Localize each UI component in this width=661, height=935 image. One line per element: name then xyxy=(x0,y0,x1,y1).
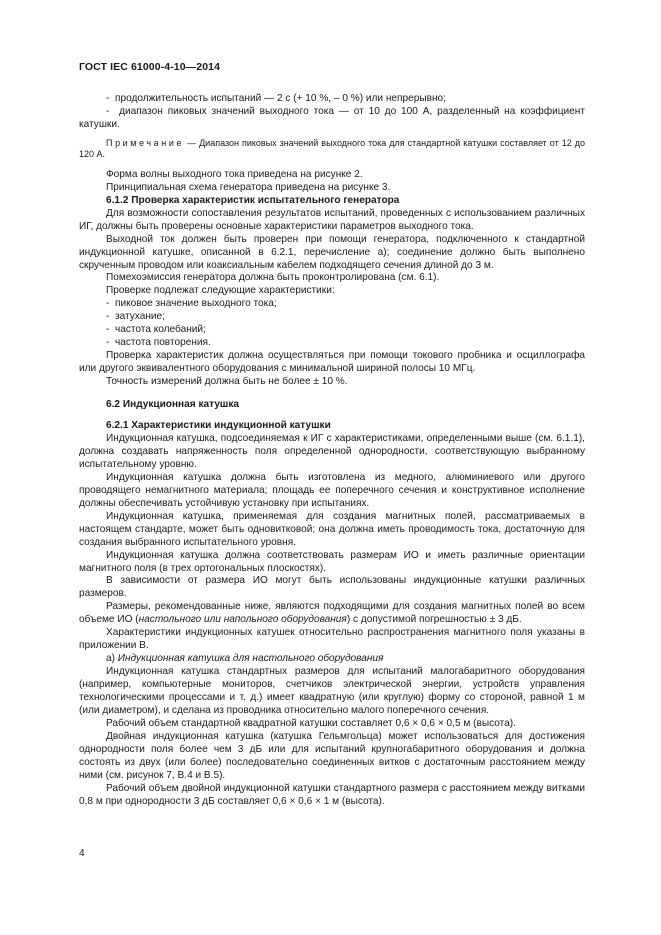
paragraph: Точность измерений должна быть не более ± 10 %. xyxy=(106,376,348,388)
paragraph: Проверка характеристик должна осуществляться при помощи токового пробника и осциллографа или другого эквивалентного оборудования с минимальной шириной полосы 10 МГц. xyxy=(79,350,585,375)
paragraph: Двойная индукционная катушка (катушка Гельмгольца) может использоваться для достижения однородности поля более чем 3 дБ или для испытаний крупногабаритного оборудования и должна состоять из двух (или более) последовательно соединенных витков с достаточным расстоянием между ними (см. рисунок 7, В.4 и В.5). xyxy=(79,730,585,781)
paragraph-current-range: - диапазон пиковых значений выходного тока — от 10 до 100 А, разделенный на коэффициент катушки. xyxy=(79,106,585,132)
paragraph: Выходной ток должен быть проверен при помощи генератора, подключенного к стандартной индукционной катушке, описанной в 6.2.1, перечисление а); соединение должно быть выполнено скрученным проводом или коаксиальным кабелем подходящего сечения длиной до 3 м. xyxy=(79,233,585,271)
note xyxy=(79,138,585,161)
paragraph: Для возможности сопоставления результатов испытаний, проведенных с использованием различных ИГ, должны быть проверены основные характеристики параметров выходного тока. xyxy=(79,207,585,232)
paragraph: Рабочий объем стандартной квадратной катушки составляет 0,6 × 0,6 × 0,5 м (высота). xyxy=(106,717,516,729)
heading-6-2-1: 6.2.1 Характеристики индукционной катушки xyxy=(106,420,331,432)
paragraph: Индукционная катушка должна соответствовать размерам ИО и иметь различные ориентации магнитного поля (в трех ортогональных плоскостях). xyxy=(79,549,585,574)
list-marker: а) xyxy=(106,653,118,665)
text-run: ) с допустимой погрешностью ± 3 дБ. xyxy=(346,614,522,626)
paragraph: Характеристики индукционных катушек относительно распространения магнитного поля указаны в приложении В. xyxy=(79,627,585,652)
document-body xyxy=(79,93,585,809)
list-item: - частота повторения. xyxy=(79,337,585,350)
heading-6-2: 6.2 Индукционная катушка xyxy=(106,399,240,411)
paragraph: Индукционная катушка стандартных размеров для испытаний малогабаритного оборудования (например, компьютерные мониторов, счетчиков электрической энергии, устройств управления технологическими процессами и т. д.) имеет квадратную (или круглую) форму со стороной, равной 1 м (или диаметром), и сделана из проводника относительно малого поперечного сечения. xyxy=(79,666,585,716)
paragraph: Индукционная катушка должна быть изготовлена из медного, алюминиевого или другого проводящего немагнитного материала; площадь ее поперечного сечения и конструктивное исполнение должны обеспечивать устойчивую установку при испытаниях. xyxy=(79,471,585,509)
paragraph-duration: - продолжительность испытаний — 2 с (+ 10 %, – 0 %) или непрерывно; xyxy=(79,93,585,106)
note-label: Примечание xyxy=(106,137,185,148)
spacer xyxy=(79,412,585,420)
note-text: — Диапазон пиковых значений выходного тока для стандартной катушки составляет от 12 до 120 А. xyxy=(79,137,585,160)
list-item-a xyxy=(79,653,585,666)
list-item: - пиковое значение выходного тока; xyxy=(79,298,585,311)
paragraph: Рабочий объем двойной индукционной катушки стандартного размера с расстоянием между витками 0,8 м при однородности 3 дБ составляет 0,6 × 0,6 × 1 м (высота). xyxy=(79,782,585,807)
paragraph: Индукционная катушка, применяемая для создания магнитных полей, рассматриваемых в настоящем стандарте, может быть одновитковой; она должна иметь проводимость тока, достаточную для создания выбранного испытательного уровня. xyxy=(79,510,585,548)
paragraph-waveform: Форма волны выходного тока приведена на рисунке 2. xyxy=(106,168,363,180)
standard-header: ГОСТ IEC 61000-4-10—2014 xyxy=(79,61,221,73)
list-item: - частота колебаний; xyxy=(79,324,585,337)
paragraph: Индукционная катушка, подсоединяемая к ИГ с характеристиками, определенными выше (см. 6.1.1), должна создавать напряженность поля определенной однородности, соответствующую выбранному испытательному уровню. xyxy=(79,432,585,470)
paragraph: Проверке подлежат следующие характеристики: xyxy=(106,285,335,297)
page-number: 4 xyxy=(79,848,85,859)
list-item: - затухание; xyxy=(79,311,585,324)
paragraph xyxy=(79,601,585,627)
italic-run: настольного или напольного оборудования xyxy=(138,614,347,626)
paragraph: В зависимости от размера ИО могут быть использованы индукционные катушки различных размеров. xyxy=(79,575,585,600)
text-run: Размеры, рекомендованные ниже, являются подходящими для создания магнитных полей во всем объеме ИО ( xyxy=(79,601,585,626)
heading-6-1-2: 6.1.2 Проверка характеристик испытательного генератора xyxy=(106,194,400,206)
spacer xyxy=(79,389,585,399)
italic-run: Индукционная катушка для настольного оборудования xyxy=(117,653,384,665)
paragraph-schematic: Принципиальная схема генератора приведена на рисунке 3. xyxy=(106,181,391,193)
paragraph: Помехоэмиссия генератора должна быть проконтролирована (см. 6.1). xyxy=(106,272,440,284)
